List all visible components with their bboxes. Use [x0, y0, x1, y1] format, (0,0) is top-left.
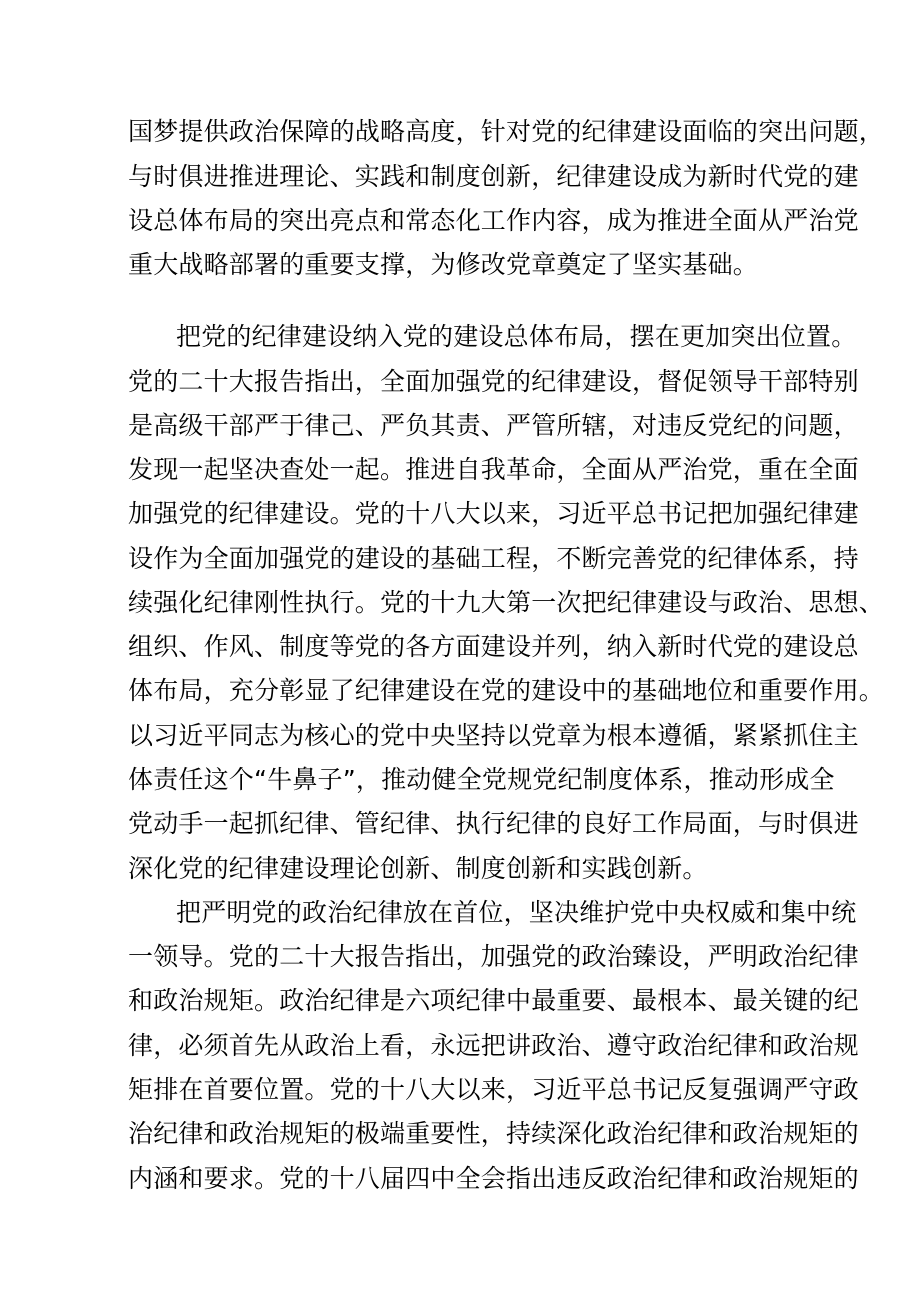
paragraph-2-line-3: 是高级干部严于律己、严负其责、严管所辖，对违反党纪的问题，: [128, 411, 859, 440]
paragraph-2-line-1: 把党的纪律建设纳入党的建设总体布局，摆在更加突出位置。: [176, 322, 857, 351]
paragraph-2-line-8: 组织、作风、制度等党的各方面建设并列，纳入新时代党的建设总: [128, 632, 859, 661]
paragraph-2-line-4: 发现一起坚决查处一起。推进自我革命，全面从严治党，重在全面: [128, 455, 859, 484]
paragraph-3-line-1: 把严明党的政治纪律放在首位，坚决维护党中央权威和集中统: [176, 898, 857, 927]
paragraph-1-line-3: 设总体布局的突出亮点和常态化工作内容，成为推进全面从严治党: [128, 206, 859, 235]
paragraph-3-line-3: 和政治规矩。政治纪律是六项纪律中最重要、最根本、最关键的纪: [128, 986, 859, 1015]
paragraph-2-line-12: 党动手一起抓纪律、管纪律、执行纪律的良好工作局面，与时俱进: [128, 809, 859, 838]
paragraph-3-line-7: 内涵和要求。党的十八届四中全会指出违反政治纪律和政治规矩的: [128, 1164, 859, 1193]
paragraph-3-line-2: 一领导。党的二十大报告指出，加强党的政治臻设，严明政治纪律: [128, 942, 859, 971]
paragraph-2-line-2: 党的二十大报告指出，全面加强党的纪律建设，督促领导干部特别: [128, 367, 859, 396]
paragraph-3-line-5: 矩排在首要位置。党的十八大以来，习近平总书记反复强调严守政: [128, 1075, 859, 1104]
paragraph-2-line-9: 体布局，充分彰显了纪律建设在党的建设中的基础地位和重要作用。: [128, 676, 885, 705]
paragraph-1-line-4: 重大战略部署的重要支撑，为修改党章奠定了坚实基础。: [128, 250, 759, 279]
paragraph-2-line-11: 体责任这个“牛鼻子”，推动健全党规党纪制度体系，推动形成全: [128, 765, 835, 794]
paragraph-2-line-13: 深化党的纪律建设理论创新、制度创新和实践创新。: [128, 854, 708, 883]
paragraph-2-line-7: 续强化纪律刚性执行。党的十九大第一次把纪律建设与政治、思想、: [128, 588, 885, 617]
paragraph-1-line-1: 国梦提供政治保障的战略高度，针对党的纪律建设面临的突出问题，: [128, 117, 885, 146]
paragraph-2-line-6: 设作为全面加强党的建设的基础工程，不断完善党的纪律体系，持: [128, 544, 859, 573]
paragraph-3-line-4: 律，必须首先从政治上看，永远把讲政治、遵守政治纪律和政治规: [128, 1031, 859, 1060]
paragraph-2-line-10: 以习近平同志为核心的党中央坚持以党章为根本遵循，紧紧抓住主: [128, 721, 859, 750]
paragraph-2-line-5: 加强党的纪律建设。党的十八大以来，习近平总书记把加强纪律建: [128, 499, 859, 528]
paragraph-1-line-2: 与时俱进推进理论、实践和制度创新，纪律建设成为新时代党的建: [128, 162, 859, 191]
paragraph-3-line-6: 治纪律和政治规矩的极端重要性，持续深化政治纪律和政治规矩的: [128, 1119, 859, 1148]
